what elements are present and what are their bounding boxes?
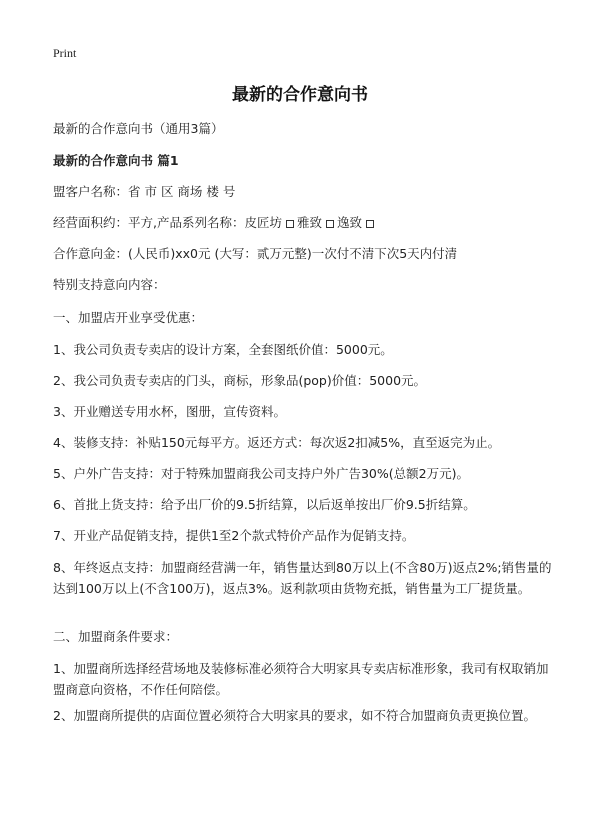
list-item: 6、首批上货支持：给予出厂价的9.5折结算，以后返单按出厂价9.5折结算。 [53, 497, 476, 512]
area-prefix: 经营面积约：平方,产品系列名称： [53, 215, 245, 230]
list-item: 2、我公司负责专卖店的门头，商标，形象品(pop)价值：5000元。 [53, 373, 427, 388]
area-option-3: 逸致 [337, 215, 363, 230]
support-intro: 特别支持意向内容： [53, 277, 166, 292]
print-label: Print [53, 46, 77, 60]
checkbox-icon [326, 220, 334, 228]
part1-heading: 一、加盟店开业享受优惠： [53, 310, 204, 325]
list-item: 7、开业产品促销支持，提供1至2个款式特价产品作为促销支持。 [53, 528, 415, 543]
list-item: 3、开业赠送专用水杯，图册，宣传资料。 [53, 404, 286, 419]
list-item: 4、装修支持：补贴150元每平方。返还方式：每次返2扣减5%，直至返完为止。 [53, 435, 501, 450]
list-item: 1、加盟商所选择经营场地及装修标准必须符合大明家具专卖店标准形象，我司有权取销加盟商意向资格，不作任何陪偿。 [53, 661, 549, 697]
part2-heading: 二、加盟商条件要求： [53, 629, 179, 644]
deposit-line: 合作意向金：(人民币)xx0元 (大写：贰万元整)一次付不清下次5天内付清 [53, 246, 458, 261]
list-item: 8、年终返点支持：加盟商经营满一年，销售量达到80万以上(不含80万)返点2%;销售量的达到100万以上(不含100万)，返点3%。返利款项由货物充抵，销售量为工厂提货量。 [53, 560, 552, 596]
list-item: 2、加盟商所提供的店面位置必须符合大明家具的要求，如不符合加盟商负责更换位置。 [53, 708, 536, 723]
section-title: 最新的合作意向书 篇1 [53, 153, 179, 168]
document-subtitle: 最新的合作意向书（通用3篇） [53, 121, 224, 136]
list-item: 1、我公司负责专卖店的设计方案，全套图纸价值：5000元。 [53, 342, 393, 357]
client-name-line: 盟客户名称：省 市 区 商场 楼 号 [53, 184, 236, 199]
checkbox-icon [366, 220, 374, 228]
area-option-1: 皮匠坊 [244, 215, 282, 230]
area-option-2: 雅致 [297, 215, 323, 230]
list-item: 5、户外广告支持：对于特殊加盟商我公司支持户外广告30%(总额2万元)。 [53, 466, 469, 481]
area-line [53, 212, 553, 233]
checkbox-icon [286, 220, 294, 228]
document-title: 最新的合作意向书 [232, 85, 368, 105]
